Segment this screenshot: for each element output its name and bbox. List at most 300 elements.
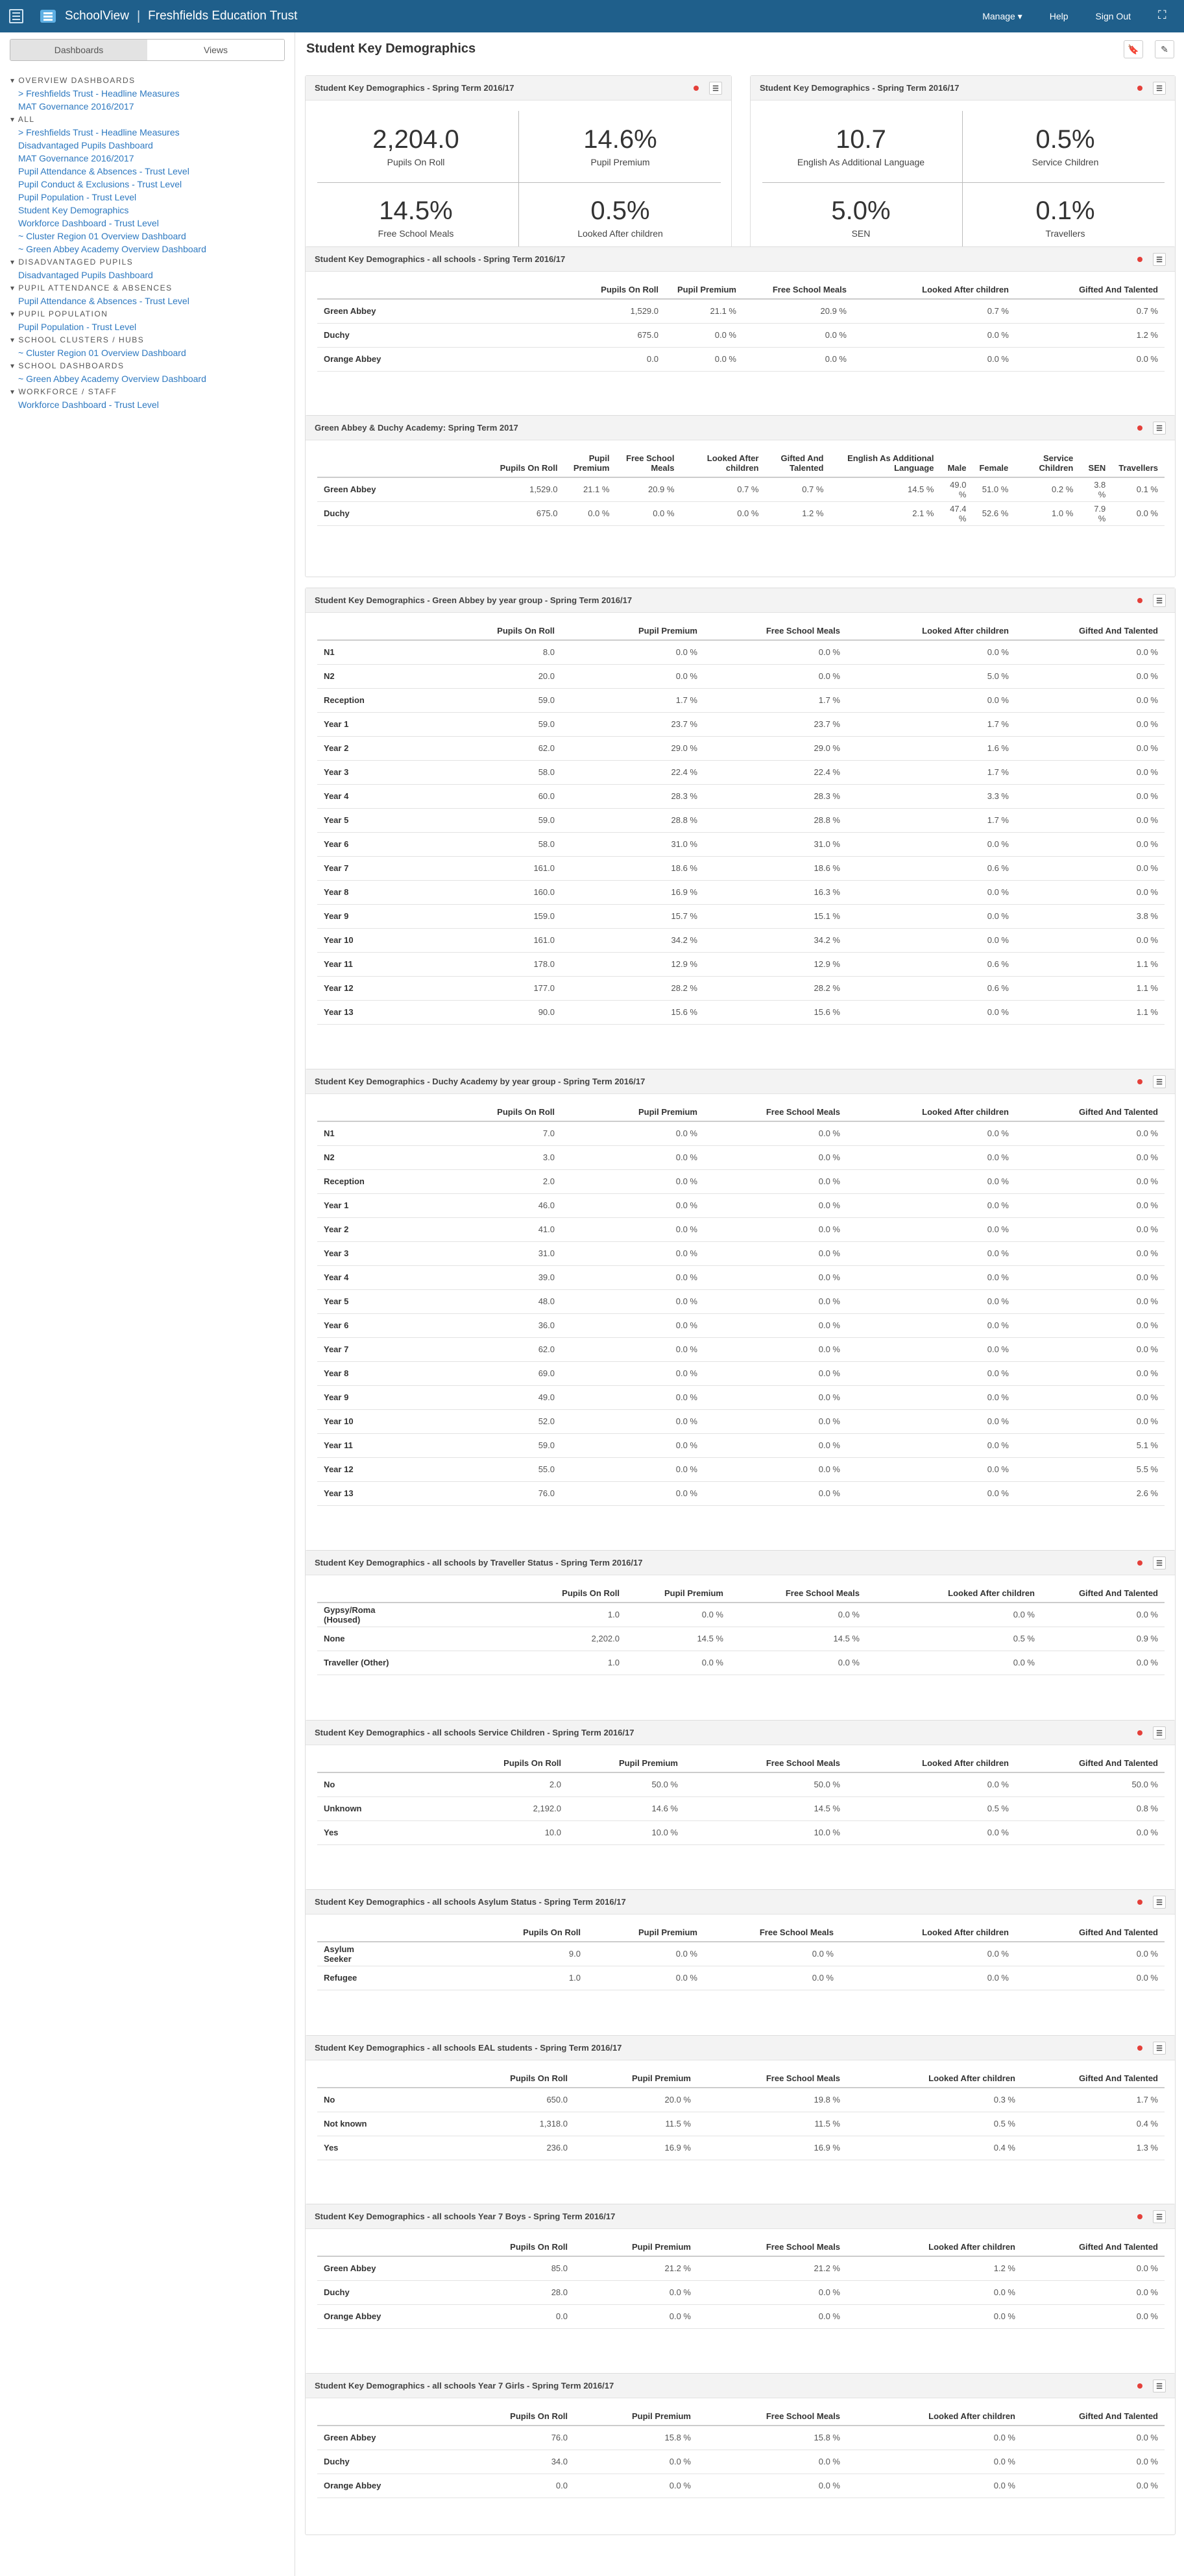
column-header[interactable]: Free School Meals — [704, 1927, 840, 1942]
table-cell: 28.3 % — [561, 784, 704, 808]
table-cell: 39.0 — [405, 1265, 561, 1289]
column-header[interactable] — [317, 626, 405, 640]
table-cell: 46.0 — [405, 1193, 561, 1217]
table-row — [317, 1121, 1165, 1145]
table-cell: 0.0 % — [847, 1000, 1015, 1024]
column-header[interactable]: Free School Meals — [616, 453, 681, 477]
table-panel — [305, 1889, 1176, 2038]
column-header[interactable]: Free School Meals — [697, 2411, 847, 2426]
column-header[interactable]: Looked After children — [840, 1927, 1015, 1942]
table-cell: 15.6 % — [561, 1000, 704, 1024]
column-header[interactable]: Pupils On Roll — [373, 1927, 587, 1942]
column-header[interactable]: Pupil Premium — [564, 453, 616, 477]
data-table — [317, 2411, 1165, 2498]
sidebar-tabs — [10, 39, 285, 61]
table-cell: 0.0 % — [847, 1265, 1015, 1289]
column-header[interactable]: Pupils On Roll — [405, 1107, 561, 1121]
status-dot-icon — [1137, 598, 1142, 603]
table-row — [317, 952, 1165, 976]
column-header[interactable]: Looked After children — [681, 453, 765, 477]
table-cell: 0.0 % — [847, 1337, 1015, 1361]
table-cell: 0.0 % — [1015, 1145, 1165, 1169]
tree-section-header[interactable]: ▾ SCHOOL CLUSTERS / HUBS — [10, 333, 295, 346]
table-cell: 0.0 % — [697, 2474, 847, 2498]
tree-dashboard-link[interactable]: ~ Cluster Region 01 Overview Dashboard — [18, 231, 186, 241]
tree-dashboard-link[interactable]: ~ Cluster Region 01 Overview Dashboard — [18, 348, 186, 358]
tree-dashboard-link[interactable]: Pupil Population - Trust Level — [18, 192, 137, 202]
table-cell: 59.0 — [405, 808, 561, 832]
row-label: Year 7 — [317, 1337, 405, 1361]
row-label: Gypsy/Roma (Housed) — [317, 1603, 405, 1627]
panel-menu-icon[interactable]: ☰ — [1153, 422, 1166, 435]
row-label: Year 11 — [317, 1433, 405, 1457]
row-label: Refugee — [317, 1966, 373, 1990]
column-header[interactable]: Pupil Premium — [665, 285, 743, 299]
table-cell: 0.0 % — [840, 1966, 1015, 1990]
tab-views[interactable]: Views — [147, 40, 284, 60]
table-cell: 21.1 % — [665, 299, 743, 323]
table-cell: 2.0 — [373, 1772, 568, 1796]
tree-section-header[interactable]: ▾ OVERVIEW DASHBOARDS — [10, 74, 295, 87]
tree-section-header[interactable]: ▾ PUPIL POPULATION — [10, 307, 295, 320]
column-header[interactable]: Pupil Premium — [561, 626, 704, 640]
table-cell: 52.6 % — [973, 501, 1015, 525]
table-cell: 0.0 % — [1015, 784, 1165, 808]
table-cell: 15.8 % — [574, 2426, 697, 2450]
table-cell: 1.6 % — [847, 736, 1015, 760]
table-cell: 1,529.0 — [492, 477, 564, 501]
status-dot-icon — [1137, 1079, 1142, 1084]
table-cell: 0.0 % — [704, 1409, 847, 1433]
table-cell: 0.0 % — [561, 1457, 704, 1481]
table-cell: 76.0 — [412, 2426, 574, 2450]
kpi-label: Service Children — [1032, 157, 1099, 167]
table-cell: 0.0 % — [730, 1651, 866, 1675]
table-cell: 0.0 % — [847, 688, 1015, 712]
row-label: Year 3 — [317, 760, 405, 784]
column-header[interactable] — [317, 1588, 405, 1603]
column-header[interactable]: Looked After children — [847, 2411, 1022, 2426]
column-header[interactable]: Pupils On Roll — [412, 2242, 574, 2256]
table-cell: 0.0 % — [561, 1409, 704, 1433]
panel-menu-icon[interactable]: ☰ — [1153, 253, 1166, 266]
column-header[interactable]: Looked After children — [847, 1107, 1015, 1121]
column-header[interactable]: Free School Meals — [730, 1588, 866, 1603]
panel-title: Student Key Demographics - Green Abbey by year group - Spring Term 2016/17 — [315, 595, 633, 605]
panel-menu-icon[interactable]: ☰ — [1153, 1075, 1166, 1088]
column-header[interactable]: Pupils On Roll — [503, 285, 665, 299]
table-cell: 0.0 % — [561, 1265, 704, 1289]
brand-name[interactable]: SchoolView — [65, 9, 129, 23]
table-cell: 50.0 % — [684, 1772, 847, 1796]
table-row — [317, 928, 1165, 952]
panel-menu-icon[interactable]: ☰ — [1153, 1896, 1166, 1909]
column-header[interactable]: Looked After children — [847, 1758, 1015, 1772]
row-label: Year 8 — [317, 880, 405, 904]
panel-menu-icon[interactable]: ☰ — [1153, 594, 1166, 607]
column-header[interactable]: Gifted And Talented — [765, 453, 830, 477]
tree-dashboard-link[interactable]: > Freshfields Trust - Headline Measures — [18, 88, 180, 99]
table-cell: 0.0 % — [847, 1481, 1015, 1505]
table-cell: 0.0 % — [1015, 832, 1165, 856]
column-header[interactable]: Looked After children — [847, 626, 1015, 640]
table-row — [317, 2304, 1165, 2328]
table-cell: 1.7 % — [847, 808, 1015, 832]
table-panel — [305, 588, 1176, 1074]
table-cell: 0.0 % — [840, 1942, 1015, 1966]
column-header[interactable]: Free School Meals — [697, 2073, 847, 2088]
table-cell: 0.0 % — [704, 1385, 847, 1409]
column-header[interactable]: Pupils On Roll — [405, 1588, 626, 1603]
column-header[interactable]: Pupil Premium — [574, 2073, 697, 2088]
column-header[interactable]: Looked After children — [847, 2242, 1022, 2256]
column-header[interactable]: Looked After children — [853, 285, 1015, 299]
table-row — [317, 299, 1165, 323]
panel-menu-icon[interactable]: ☰ — [1153, 2210, 1166, 2223]
table-cell: 7.9 % — [1080, 501, 1112, 525]
table-panel — [305, 2204, 1176, 2385]
panel-menu-icon[interactable]: ☰ — [1153, 2379, 1166, 2392]
table-cell: 23.7 % — [704, 712, 847, 736]
table-row — [317, 1169, 1165, 1193]
tree-section-header[interactable]: ▾ WORKFORCE / STAFF — [10, 385, 295, 398]
table-cell: 15.7 % — [561, 904, 704, 928]
column-header[interactable]: Gifted And Talented — [1015, 285, 1165, 299]
table-row — [317, 856, 1165, 880]
tree-dashboard-link[interactable]: MAT Governance 2016/2017 — [18, 153, 134, 163]
table-cell: 0.7 % — [765, 477, 830, 501]
table-cell: 1.2 % — [765, 501, 830, 525]
column-header[interactable] — [317, 1758, 373, 1772]
table-cell: 0.0 % — [561, 640, 704, 664]
table-cell: 0.0 % — [587, 1942, 704, 1966]
table-cell: 12.9 % — [561, 952, 704, 976]
status-dot-icon — [1137, 1900, 1142, 1905]
table-cell: 177.0 — [405, 976, 561, 1000]
panel-title: Student Key Demographics - all schools EAL students - Spring Term 2016/17 — [315, 2043, 622, 2053]
help-link[interactable]: Help — [1049, 11, 1069, 21]
table-row — [317, 1603, 1165, 1627]
table-cell: 55.0 — [405, 1457, 561, 1481]
tree-section-header[interactable]: ▾ PUPIL ATTENDANCE & ABSENCES — [10, 281, 295, 294]
table-cell: 161.0 — [405, 928, 561, 952]
divider — [518, 111, 519, 254]
table-cell: 0.0 % — [561, 1361, 704, 1385]
tree-dashboard-link[interactable]: Pupil Conduct & Exclusions - Trust Level — [18, 179, 182, 189]
table-cell: 0.0 % — [561, 664, 704, 688]
table-cell: 0.0 % — [704, 640, 847, 664]
column-header[interactable]: Female — [973, 453, 1015, 477]
table-row — [317, 2426, 1165, 2450]
table-cell: 0.0 % — [704, 1942, 840, 1966]
table-row — [317, 1409, 1165, 1433]
table-cell: 20.0 — [405, 664, 561, 688]
tree-section-header[interactable]: ▾ DISADVANTAGED PUPILS — [10, 256, 295, 268]
table-cell: 31.0 % — [704, 832, 847, 856]
table-cell: 51.0 % — [973, 477, 1015, 501]
column-header[interactable]: Pupil Premium — [574, 2411, 697, 2426]
row-label: Year 4 — [317, 1265, 405, 1289]
panel-menu-icon[interactable]: ☰ — [1153, 1556, 1166, 1569]
table-cell: 0.0 % — [704, 1481, 847, 1505]
table-cell: 0.0 % — [1022, 2474, 1165, 2498]
status-dot-icon — [1137, 1560, 1142, 1566]
table-cell: 2.0 — [405, 1169, 561, 1193]
table-cell: 0.0 % — [847, 1385, 1015, 1409]
table-cell: 62.0 — [405, 736, 561, 760]
table-cell: 3.3 % — [847, 784, 1015, 808]
tree-section-header[interactable]: ▾ ALL — [10, 113, 295, 126]
fullscreen-icon[interactable] — [1158, 10, 1170, 22]
table-panel — [305, 1069, 1176, 1555]
column-header[interactable]: Pupil Premium — [587, 1927, 704, 1942]
row-label: Year 1 — [317, 1193, 405, 1217]
row-label: N1 — [317, 640, 405, 664]
table-cell: 15.8 % — [697, 2426, 847, 2450]
table-cell: 31.0 % — [561, 832, 704, 856]
table-cell: 19.8 % — [697, 2088, 847, 2112]
panel-menu-icon[interactable]: ☰ — [1153, 82, 1166, 95]
column-header[interactable]: Gifted And Talented — [1015, 1758, 1165, 1772]
tree-dashboard-link[interactable]: ~ Green Abbey Academy Overview Dashboard — [18, 374, 206, 384]
table-row — [317, 1772, 1165, 1796]
table-cell: 2,202.0 — [405, 1627, 626, 1651]
column-header[interactable]: Free School Meals — [704, 1107, 847, 1121]
table-cell: 0.4 % — [1022, 2112, 1165, 2136]
table-cell: 0.0 % — [847, 1433, 1015, 1457]
table-cell: 0.0 % — [1022, 2426, 1165, 2450]
table-cell: 3.8 % — [1015, 904, 1165, 928]
column-header[interactable]: Gifted And Talented — [1015, 626, 1165, 640]
table-panel — [305, 1550, 1176, 1732]
data-table — [317, 453, 1165, 526]
table-cell: 650.0 — [412, 2088, 574, 2112]
table-cell: 0.0 % — [1112, 501, 1165, 525]
table-cell: 15.6 % — [704, 1000, 847, 1024]
column-header[interactable] — [317, 2073, 412, 2088]
row-label: Orange Abbey — [317, 2304, 412, 2328]
tree-dashboard-link[interactable]: MAT Governance 2016/2017 — [18, 101, 134, 112]
table-cell: 0.0 % — [704, 1361, 847, 1385]
table-cell: 59.0 — [405, 688, 561, 712]
table-cell: 20.9 % — [743, 299, 853, 323]
column-header[interactable]: Pupils On Roll — [492, 453, 564, 477]
table-cell: 0.0 % — [574, 2474, 697, 2498]
panel-menu-icon[interactable]: ☰ — [1153, 2042, 1166, 2055]
tree-dashboard-link[interactable]: Disadvantaged Pupils Dashboard — [18, 270, 153, 280]
panel-title: Student Key Demographics - all schools Asylum Status - Spring Term 2016/17 — [315, 1897, 626, 1907]
column-header[interactable]: Pupils On Roll — [412, 2411, 574, 2426]
table-row — [317, 1000, 1165, 1024]
column-header[interactable]: Gifted And Talented — [1015, 1927, 1165, 1942]
row-label: Year 13 — [317, 1481, 405, 1505]
row-label: N2 — [317, 664, 405, 688]
sign-out-link[interactable]: Sign Out — [1095, 11, 1131, 21]
bookmark-button[interactable] — [1124, 40, 1143, 58]
table-cell: 675.0 — [492, 501, 564, 525]
table-cell: 0.0 % — [697, 2450, 847, 2474]
column-header[interactable] — [317, 2242, 412, 2256]
column-header[interactable]: Free School Meals — [697, 2242, 847, 2256]
table-row — [317, 1265, 1165, 1289]
table-cell: 49.0 % — [940, 477, 973, 501]
row-label: Green Abbey — [317, 299, 503, 323]
table-cell: 0.0 % — [561, 1481, 704, 1505]
table-cell: 0.0 % — [743, 347, 853, 371]
table-cell: 0.7 % — [853, 299, 1015, 323]
column-header[interactable]: Service Children — [1015, 453, 1080, 477]
tree-dashboard-link[interactable]: ~ Green Abbey Academy Overview Dashboard — [18, 244, 206, 254]
schoolview-logo-icon — [40, 10, 56, 23]
column-header[interactable]: Gifted And Talented — [1022, 2242, 1165, 2256]
kpi-value: 0.5% — [1035, 125, 1095, 154]
table-cell: 1.7 % — [847, 760, 1015, 784]
table-cell: 0.0 % — [1015, 1361, 1165, 1385]
table-panel — [305, 2035, 1176, 2217]
row-label: Reception — [317, 1169, 405, 1193]
table-cell: 0.0 % — [847, 2474, 1022, 2498]
column-header[interactable]: Free School Meals — [743, 285, 853, 299]
table-cell: 14.5 % — [684, 1796, 847, 1820]
table-row — [317, 2280, 1165, 2304]
table-cell: 0.0 % — [1015, 808, 1165, 832]
dashboard-tree — [0, 74, 295, 411]
column-header[interactable]: Pupils On Roll — [373, 1758, 568, 1772]
table-row — [317, 1651, 1165, 1675]
column-header[interactable]: Pupil Premium — [561, 1107, 704, 1121]
tab-dashboards[interactable]: Dashboards — [10, 40, 147, 60]
column-header[interactable]: Looked After children — [847, 2073, 1022, 2088]
tree-dashboard-link[interactable]: Workforce Dashboard - Trust Level — [18, 218, 159, 228]
row-label: Year 3 — [317, 1241, 405, 1265]
kpi-value: 14.6% — [583, 125, 657, 154]
pencil-icon: ✎ — [1161, 43, 1168, 54]
table-cell: 0.0 % — [665, 347, 743, 371]
status-dot-icon — [1137, 2383, 1142, 2389]
table-cell: 0.0 % — [561, 1169, 704, 1193]
column-header[interactable]: Pupil Premium — [568, 1758, 684, 1772]
row-label: Duchy — [317, 323, 503, 347]
status-dot-icon — [1137, 2045, 1142, 2051]
column-header[interactable]: Free School Meals — [704, 626, 847, 640]
kpi-label: English As Additional Language — [797, 157, 925, 167]
table-cell: 0.0 % — [704, 1457, 847, 1481]
column-header[interactable] — [317, 1107, 405, 1121]
column-header[interactable]: Pupil Premium — [574, 2242, 697, 2256]
table-cell: 1.3 % — [1022, 2136, 1165, 2160]
tree-dashboard-link[interactable]: Student Key Demographics — [18, 205, 129, 215]
tree-dashboard-link[interactable]: Pupil Attendance & Absences - Trust Level — [18, 166, 189, 176]
table-cell: 34.2 % — [704, 928, 847, 952]
kpi-value: 14.5% — [379, 197, 453, 225]
column-header[interactable]: Pupil Premium — [626, 1588, 730, 1603]
row-label: Year 12 — [317, 1457, 405, 1481]
row-label: Duchy — [317, 2450, 412, 2474]
column-header[interactable] — [317, 285, 503, 299]
manage-menu[interactable]: Manage ▾ — [982, 10, 1022, 21]
hamburger-menu-icon[interactable] — [9, 9, 23, 23]
column-header[interactable]: SEN — [1080, 453, 1112, 477]
column-header[interactable]: Looked After children — [866, 1588, 1041, 1603]
table-cell: 2.6 % — [1015, 1481, 1165, 1505]
table-cell: 1,529.0 — [503, 299, 665, 323]
column-header[interactable]: Travellers — [1112, 453, 1165, 477]
main-content — [296, 32, 1184, 2576]
tree-section-header[interactable]: ▾ SCHOOL DASHBOARDS — [10, 359, 295, 372]
tree-dashboard-link[interactable]: > Freshfields Trust - Headline Measures — [18, 127, 180, 137]
column-header[interactable] — [317, 1927, 373, 1942]
kpi-value: 5.0% — [831, 197, 891, 225]
table-cell: 1.1 % — [1015, 952, 1165, 976]
table-row — [317, 976, 1165, 1000]
table-cell: 76.0 — [405, 1481, 561, 1505]
tree-dashboard-link[interactable]: Disadvantaged Pupils Dashboard — [18, 140, 153, 150]
kpi-label: Free School Meals — [378, 228, 454, 239]
table-row — [317, 736, 1165, 760]
table-cell: 0.0 — [503, 347, 665, 371]
column-header[interactable]: Male — [940, 453, 973, 477]
panel-menu-icon[interactable]: ☰ — [1153, 1726, 1166, 1739]
brand-separator: | — [136, 8, 141, 23]
column-header[interactable]: Gifted And Talented — [1022, 2073, 1165, 2088]
column-header[interactable] — [317, 2411, 412, 2426]
table-cell: 8.0 — [405, 640, 561, 664]
table-cell: 0.0 % — [626, 1651, 730, 1675]
table-cell: 160.0 — [405, 880, 561, 904]
status-dot-icon — [1137, 425, 1142, 431]
table-cell: 0.0 % — [704, 664, 847, 688]
table-cell: 0.0 % — [847, 1772, 1015, 1796]
column-header[interactable]: English As Additional Language — [830, 453, 940, 477]
row-label: Green Abbey — [317, 477, 492, 501]
table-panel — [305, 2373, 1176, 2535]
data-table — [317, 1758, 1165, 1845]
kpi-value: 10.7 — [836, 125, 886, 154]
table-row — [317, 784, 1165, 808]
column-header[interactable]: Gifted And Talented — [1022, 2411, 1165, 2426]
tree-dashboard-link[interactable]: Pupil Attendance & Absences - Trust Level — [18, 296, 189, 306]
table-cell: 0.0 % — [847, 904, 1015, 928]
table-cell: 18.6 % — [704, 856, 847, 880]
table-cell: 0.0 % — [1015, 1966, 1165, 1990]
tree-dashboard-link[interactable]: Workforce Dashboard - Trust Level — [18, 400, 159, 410]
table-cell: 34.2 % — [561, 928, 704, 952]
column-header[interactable]: Pupils On Roll — [405, 626, 561, 640]
column-header[interactable]: Free School Meals — [684, 1758, 847, 1772]
tree-dashboard-link[interactable]: Pupil Population - Trust Level — [18, 322, 137, 332]
table-cell: 36.0 — [405, 1313, 561, 1337]
panel-menu-icon[interactable]: ☰ — [709, 82, 722, 95]
table-row — [317, 323, 1165, 347]
column-header[interactable] — [317, 453, 492, 477]
table-cell: 0.0 % — [561, 1241, 704, 1265]
table-cell: 28.8 % — [561, 808, 704, 832]
table-cell: 11.5 % — [697, 2112, 847, 2136]
table-cell: 675.0 — [503, 323, 665, 347]
table-cell: 0.0 % — [847, 1169, 1015, 1193]
edit-button[interactable] — [1155, 40, 1174, 58]
row-label: No — [317, 1772, 373, 1796]
row-label: Not known — [317, 2112, 412, 2136]
table-row — [317, 1966, 1165, 1990]
column-header[interactable]: Gifted And Talented — [1015, 1107, 1165, 1121]
table-row — [317, 1433, 1165, 1457]
column-header[interactable]: Gifted And Talented — [1041, 1588, 1165, 1603]
table-cell: 14.5 % — [626, 1627, 730, 1651]
table-cell: 0.9 % — [1041, 1627, 1165, 1651]
column-header[interactable]: Pupils On Roll — [412, 2073, 574, 2088]
table-row — [317, 477, 1165, 501]
